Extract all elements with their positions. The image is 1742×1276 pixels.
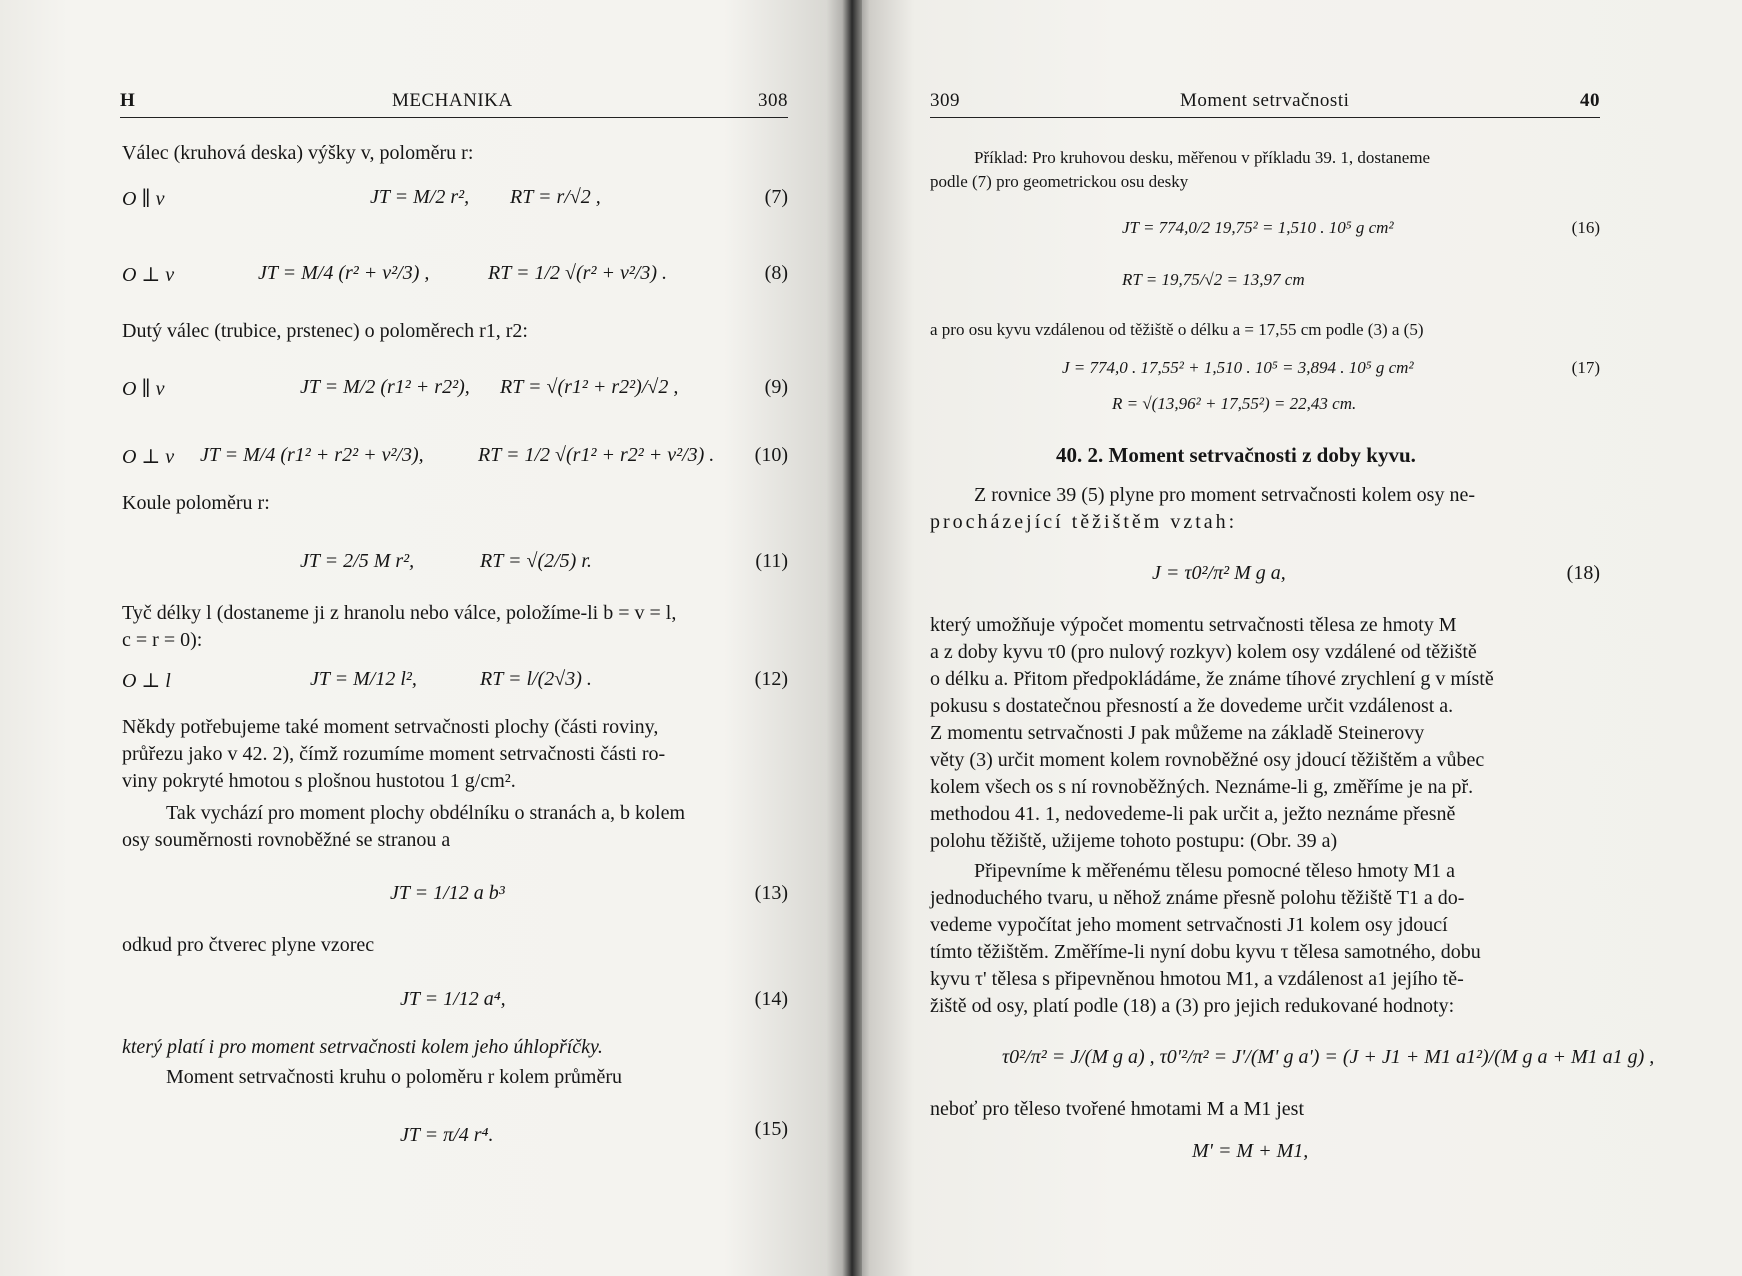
equation-label: O ∥ v bbox=[122, 378, 165, 400]
paragraph-line: Dutý válec (trubice, prstenec) o poloměrech r1, r2: bbox=[122, 320, 528, 342]
header-title: MECHANIKA bbox=[392, 90, 513, 111]
paragraph-line: Připevníme k měřenému tělesu pomocné těleso hmoty M1 a bbox=[974, 860, 1455, 882]
equation-rt: RT = 1/2 √(r² + v²/3) . bbox=[488, 262, 668, 284]
equation-number: (12) bbox=[754, 668, 788, 690]
equation-number: (13) bbox=[754, 882, 788, 904]
equation-number: (16) bbox=[1571, 218, 1600, 237]
header-rule bbox=[930, 117, 1600, 119]
equation-jt: JT = 1/12 a⁴, bbox=[400, 988, 506, 1010]
paragraph-line: Někdy potřebujeme také moment setrvačnosti plochy (části roviny, bbox=[122, 716, 659, 738]
header-title: Moment setrvačnosti bbox=[1180, 90, 1350, 111]
paragraph-line: odkud pro čtverec plyne vzorec bbox=[122, 934, 375, 956]
equation-jt: JT = M/4 (r1² + r2² + v²/3), bbox=[200, 444, 424, 466]
header-section: 40 bbox=[1580, 90, 1600, 111]
equation-number: (9) bbox=[764, 376, 788, 398]
left-page-header bbox=[120, 90, 788, 118]
equation-jt: JT = M/4 (r² + v²/3) , bbox=[258, 262, 430, 284]
paragraph-line: Z momentu setrvačnosti J pak můžeme na základě Steinerovy bbox=[930, 722, 1425, 744]
equation-jt: JT = π/4 r⁴. bbox=[400, 1124, 494, 1146]
equation: τ0²/π² = J/(M g a) , τ0'²/π² = J'/(M' g a') = (J + J1 + M1 a1²)/(M g a + M1 a1 g) , bbox=[1002, 1046, 1655, 1068]
equation-rt: RT = 1/2 √(r1² + r2² + v²/3) . bbox=[478, 444, 715, 466]
paragraph-line: Válec (kruhová deska) výšky v, poloměru r: bbox=[122, 142, 474, 164]
paragraph-line: Tak vychází pro moment plochy obdélníku o stranách a, b kolem bbox=[166, 802, 686, 824]
equation-jt: JT = 1/12 a b³ bbox=[390, 882, 505, 904]
header-rule bbox=[120, 117, 788, 119]
paragraph-line: tímto těžištěm. Změříme-li nyní dobu kyvu τ tělesa samotného, dobu bbox=[930, 941, 1481, 963]
paragraph-line: osy souměrnosti rovnoběžné se stranou a bbox=[122, 829, 451, 851]
paragraph-line: kyvu τ' tělesa s připevněnou hmotou M1, a vzdálenost a1 jejího tě- bbox=[930, 968, 1464, 990]
equation-number: (17) bbox=[1571, 358, 1600, 377]
right-page-header bbox=[930, 90, 1600, 118]
paragraph-line: c = r = 0): bbox=[122, 629, 203, 651]
equation-rt: RT = √(2/5) r. bbox=[480, 550, 592, 572]
equation-number: (14) bbox=[754, 988, 788, 1010]
header-page-number: 308 bbox=[758, 90, 788, 111]
left-page bbox=[0, 0, 852, 1276]
paragraph-line: Příklad: Pro kruhovou desku, měřenou v příkladu 39. 1, dostaneme bbox=[974, 148, 1431, 167]
header-section: H bbox=[120, 90, 136, 111]
paragraph-line: polohu těžiště, užijeme tohoto postupu: (Obr. 39 a) bbox=[930, 830, 1338, 852]
equation-jt: JT = M/12 l², bbox=[310, 668, 417, 690]
paragraph-line: procházející těžištěm vztah: bbox=[930, 511, 1238, 533]
paragraph-line: neboť pro těleso tvořené hmotami M a M1 jest bbox=[930, 1098, 1305, 1120]
equation-number: (11) bbox=[755, 550, 788, 572]
equation-jt: JT = M/2 (r1² + r2²), bbox=[300, 376, 470, 398]
equation-number: (7) bbox=[764, 186, 788, 208]
paragraph-line: věty (3) určit moment kolem rovnoběžné osy jdoucí těžištěm a vůbec bbox=[930, 749, 1485, 771]
equation-jt: JT = M/2 r², bbox=[370, 186, 470, 208]
header-page-number: 309 bbox=[930, 90, 960, 111]
equation: J = 774,0 . 17,55² + 1,510 . 10⁵ = 3,894 . 10⁵ g cm² bbox=[1062, 358, 1414, 377]
equation: RT = 19,75/√2 = 13,97 cm bbox=[1122, 270, 1305, 289]
paragraph-line: methodou 41. 1, nedovedeme-li pak určit a, ježto neznáme přesně bbox=[930, 803, 1456, 825]
equation: R = √(13,96² + 17,55²) = 22,43 cm. bbox=[1112, 394, 1357, 413]
section-heading: 40. 2. Moment setrvačnosti z doby kyvu. bbox=[1056, 443, 1416, 467]
equation-jt: JT = 2/5 M r², bbox=[300, 550, 415, 572]
equation-number: (18) bbox=[1566, 562, 1600, 584]
equation-number: (15) bbox=[754, 1118, 788, 1140]
equation-rt: RT = r/√2 , bbox=[510, 186, 601, 208]
paragraph-line: podle (7) pro geometrickou osu desky bbox=[930, 172, 1189, 191]
paragraph-line: průřezu jako v 42. 2), čímž rozumíme moment setrvačnosti části ro- bbox=[122, 743, 666, 765]
paragraph-line: a z doby kyvu τ0 (pro nulový rozkyv) kolem osy vzdálené od těžiště bbox=[930, 641, 1477, 663]
equation-label: O ⊥ v bbox=[122, 446, 175, 468]
paragraph-line: který platí i pro moment setrvačnosti kolem jeho úhlopříčky. bbox=[122, 1036, 603, 1058]
paragraph-line: jednoduchého tvaru, u něhož známe přesně polohu těžiště T1 a do- bbox=[930, 887, 1465, 909]
paragraph-line: viny pokryté hmotou s plošnou hustotou 1 g/cm². bbox=[122, 770, 516, 792]
paragraph-line: kolem všech os s ní rovnoběžných. Neznáme-li g, změříme je na př. bbox=[930, 776, 1474, 798]
equation: J = τ0²/π² M g a, bbox=[1152, 562, 1286, 584]
equation-label: O ∥ v bbox=[122, 188, 165, 210]
paragraph-line: vedeme vypočítat jeho moment setrvačnosti J1 kolem osy jdoucí bbox=[930, 914, 1448, 936]
paragraph-line: Z rovnice 39 (5) plyne pro moment setrvačnosti kolem osy ne- bbox=[974, 484, 1475, 506]
equation-label: O ⊥ l bbox=[122, 670, 171, 692]
equation: M' = M + M1, bbox=[1192, 1140, 1309, 1162]
paragraph-line: Tyč délky l (dostaneme ji z hranolu nebo válce, položíme-li b = v = l, bbox=[122, 602, 677, 624]
paragraph-line: Koule poloměru r: bbox=[122, 492, 270, 514]
equation: JT = 774,0/2 19,75² = 1,510 . 10⁵ g cm² bbox=[1122, 218, 1394, 237]
equation-rt: RT = l/(2√3) . bbox=[480, 668, 592, 690]
paragraph-line: který umožňuje výpočet momentu setrvačnosti tělesa ze hmoty M bbox=[930, 614, 1457, 636]
book-gutter bbox=[842, 0, 862, 1276]
equation-number: (10) bbox=[754, 444, 788, 466]
paragraph-line: žiště od osy, platí podle (18) a (3) pro jejich redukované hodnoty: bbox=[930, 995, 1455, 1017]
equation-label: O ⊥ v bbox=[122, 264, 175, 286]
equation-rt: RT = √(r1² + r2²)/√2 , bbox=[500, 376, 679, 398]
paragraph-line: Moment setrvačnosti kruhu o poloměru r kolem průměru bbox=[166, 1066, 623, 1088]
paragraph-line: pokusu s dostatečnou přesností a že dovedeme určit vzdálenost a. bbox=[930, 695, 1454, 717]
paragraph-line: o délku a. Přitom předpokládáme, že známe tíhové zrychlení g v místě bbox=[930, 668, 1494, 690]
paragraph-line: a pro osu kyvu vzdálenou od těžiště o délku a = 17,55 cm podle (3) a (5) bbox=[930, 320, 1424, 339]
right-page bbox=[852, 0, 1742, 1276]
equation-number: (8) bbox=[764, 262, 788, 284]
